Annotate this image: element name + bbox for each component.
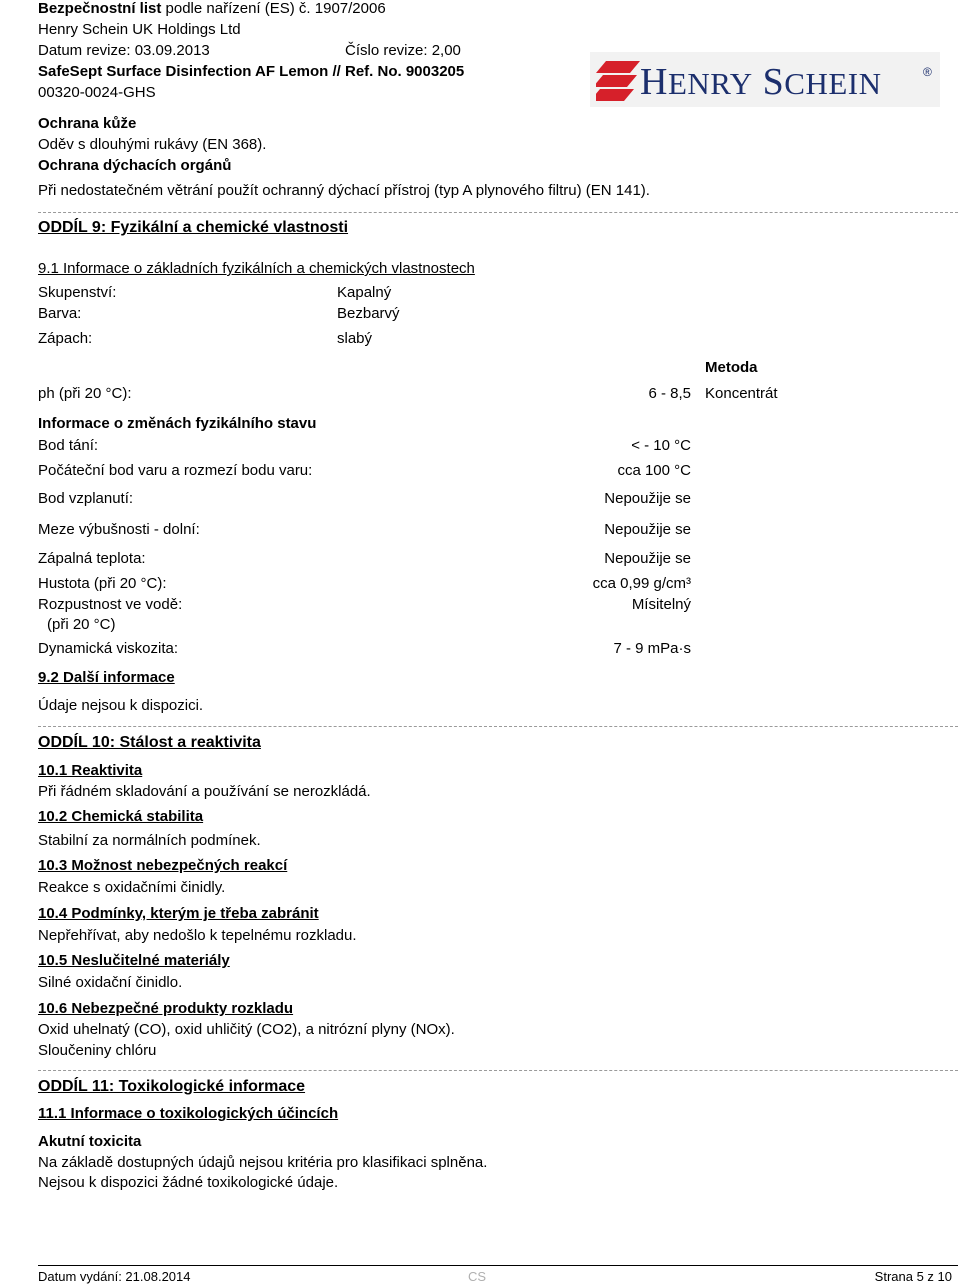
subsection-heading: 10.3 Možnost nebezpečných reakcí <box>38 857 288 874</box>
acute-toxicity-text: Nejsou k dispozici žádné toxikologické údaje. <box>38 1174 339 1191</box>
subsection-text: Sloučeniny chlóru <box>38 1042 157 1059</box>
footer-rule <box>38 1265 958 1266</box>
property-value: cca 100 °C <box>617 462 691 479</box>
section-divider <box>38 1070 958 1071</box>
subsection-text: Nepřehřívat, aby nedošlo k tepelnému rozkladu. <box>38 927 357 944</box>
skin-protection-heading: Ochrana kůže <box>38 115 137 132</box>
respiratory-protection-heading: Ochrana dýchacích orgánů <box>38 157 232 174</box>
subsection-11-1-title: 11.1 Informace o toxikologických účincích <box>38 1105 339 1122</box>
acute-toxicity-heading: Akutní toxicita <box>38 1133 142 1150</box>
property-label: Skupenství: <box>38 284 117 301</box>
property-value: cca 0,99 g/cm³ <box>592 575 691 592</box>
property-label: Bod tání: <box>38 437 99 454</box>
ph-label: ph (při 20 °C): <box>38 385 132 402</box>
registered-mark: ® <box>923 65 932 79</box>
ph-value: 6 - 8,5 <box>648 385 691 402</box>
revision-number: Číslo revize: 2,00 <box>345 42 461 59</box>
property-label: Počáteční bod varu a rozmezí bodu varu: <box>38 462 313 479</box>
product-name: SafeSept Surface Disinfection AF Lemon // Ref. No. 9003205 <box>38 63 465 80</box>
product-code: 00320-0024-GHS <box>38 84 156 101</box>
logo-wordmark: HENRY SCHEIN <box>640 61 882 103</box>
section-9-title: ODDÍL 9: Fyzikální a chemické vlastnosti <box>38 219 349 236</box>
subsection-text: Při řádném skladování a používání se nerozkládá. <box>38 783 371 800</box>
subsection-9-1-title: 9.1 Informace o základních fyzikálních a chemických vlastnostech <box>38 260 475 277</box>
property-value: Mísitelný <box>631 596 691 613</box>
property-value: Kapalný <box>337 284 392 301</box>
property-value: Nepoužije se <box>604 550 691 567</box>
subsection-heading: 10.4 Podmínky, kterým je třeba zabránit <box>38 905 319 922</box>
acute-toxicity-text: Na základě dostupných údajů nejsou kritéria pro klasifikaci splněna. <box>38 1154 488 1171</box>
property-value: slabý <box>337 330 373 347</box>
property-value: Bezbarvý <box>337 305 400 322</box>
property-label: Bod vzplanutí: <box>38 490 134 507</box>
property-value: < - 10 °C <box>631 437 691 454</box>
property-label: Hustota (při 20 °C): <box>38 575 167 592</box>
subsection-heading: 10.6 Nebezpečné produkty rozkladu <box>38 1000 294 1017</box>
language-code: CS <box>468 1269 487 1284</box>
company-name: Henry Schein UK Holdings Ltd <box>38 21 241 38</box>
property-label: Zápalná teplota: <box>38 550 146 567</box>
flag-icon <box>596 61 640 101</box>
ph-method: Koncentrát <box>705 385 778 402</box>
property-value: Nepoužije se <box>604 490 691 507</box>
skin-protection-text: Oděv s dlouhými rukávy (EN 368). <box>38 136 267 153</box>
subsection-text: Silné oxidační činidlo. <box>38 974 183 991</box>
section-divider <box>38 212 958 213</box>
section-divider <box>38 726 958 727</box>
page-number: Strana 5 z 10 <box>874 1269 952 1284</box>
document-title: Bezpečnostní list podle nařízení (ES) č. 1907/2006 <box>38 0 386 17</box>
property-label: Barva: <box>38 305 82 322</box>
state-change-heading: Informace o změnách fyzikálního stavu <box>38 415 317 432</box>
property-value: 7 - 9 mPa·s <box>613 640 691 657</box>
henry-schein-logo <box>590 52 940 107</box>
subsection-heading: 10.5 Neslučitelné materiály <box>38 952 230 969</box>
subsection-9-2-title: 9.2 Další informace <box>38 669 175 686</box>
section-10-title: ODDÍL 10: Stálost a reaktivita <box>38 734 261 751</box>
property-label: Dynamická viskozita: <box>38 640 179 657</box>
property-label: Meze výbušnosti - dolní: <box>38 521 200 538</box>
property-label: Rozpustnost ve vodě: <box>38 596 183 613</box>
subsection-heading: 10.2 Chemická stabilita <box>38 808 204 825</box>
property-label: Zápach: <box>38 330 93 347</box>
section-11-title: ODDÍL 11: Toxikologické informace <box>38 1078 306 1095</box>
subsection-9-2-text: Údaje nejsou k dispozici. <box>38 697 204 714</box>
property-value: Nepoužije se <box>604 521 691 538</box>
subsection-text: Oxid uhelnatý (CO), oxid uhličitý (CO2), a nitrózní plyny (NOx). <box>38 1021 455 1038</box>
revision-date: Datum revize: 03.09.2013 <box>38 42 210 59</box>
subsection-text: Stabilní za normálních podmínek. <box>38 832 261 849</box>
issue-date: Datum vydání: 21.08.2014 <box>38 1269 191 1284</box>
respiratory-protection-text: Při nedostatečném větrání použít ochranný dýchací přístroj (typ A plynového filtru) (EN 141). <box>38 182 650 199</box>
subsection-text: Reakce s oxidačními činidly. <box>38 879 226 896</box>
subsection-heading: 10.1 Reaktivita <box>38 762 143 779</box>
property-label-note: (při 20 °C) <box>47 616 116 633</box>
method-column-header: Metoda <box>705 359 758 376</box>
